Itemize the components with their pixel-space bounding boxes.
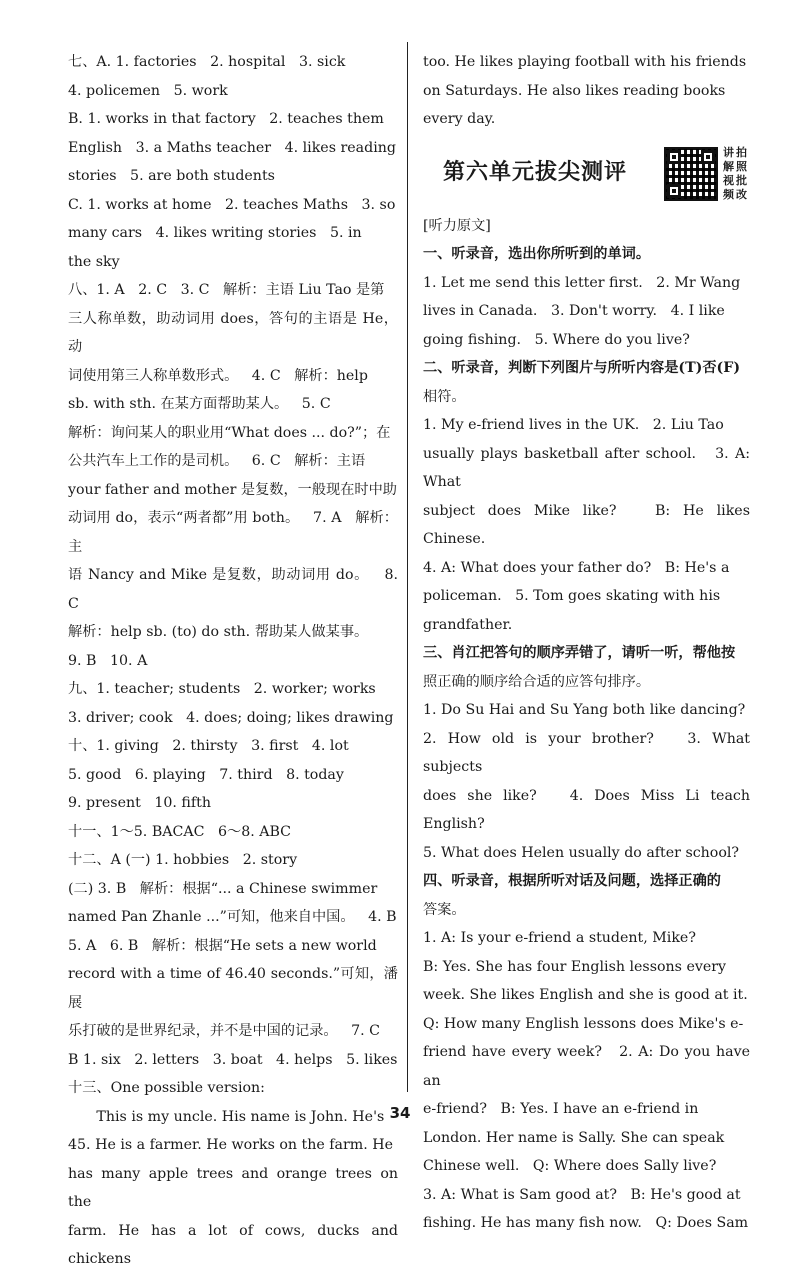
text-line: named Pan Zhanle ...”可知，他来自中国。 4. B: [68, 909, 397, 925]
qr-label: 讲 拍 解 照 视 批 频 改: [723, 145, 747, 201]
text-line: many cars 4. likes writing stories 5. in: [68, 225, 362, 241]
text-line: 动词用 do，表示“两者都”用 both。 7. A 解析：主: [68, 510, 398, 555]
text-line: too. He likes playing football with his friends: [423, 54, 747, 70]
text-line: 乐打破的是世界纪录，并不是中国的记录。 7. C: [68, 1023, 380, 1039]
qr-code-icon[interactable]: [664, 147, 718, 201]
text-line: 2. How old is your brother? 3. What subjects: [423, 730, 755, 775]
text-line: 一、听录音，选出你所听到的单词。: [423, 246, 651, 262]
text-line: 三、肖江把答句的顺序弄错了，请听一听，帮他按: [423, 645, 736, 661]
text-line: grandfather.: [423, 616, 513, 633]
text-line: 1. Let me send this letter first. 2. Mr Wang: [423, 274, 741, 291]
text-line: usually plays basketball after school. 3. A: What: [423, 445, 755, 490]
text-line: every day.: [423, 111, 496, 127]
text-line: week. She likes English and she is good at it.: [423, 987, 748, 1003]
text-line: 9. present 10. fifth: [68, 795, 211, 811]
text-line: sb. with sth. 在某方面帮助某人。 5. C: [68, 396, 331, 412]
text-line: 照正确的顺序给合适的应答句排序。: [423, 673, 651, 690]
text-line: C. 1. works at home 2. teaches Maths 3. so: [68, 196, 396, 213]
text-line: 5. good 6. playing 7. third 8. today: [68, 766, 344, 783]
text-line: 词使用第三人称单数形式。 4. C 解析：help: [68, 367, 368, 384]
text-line: the sky: [68, 253, 120, 270]
text-line: 5. A 6. B 解析：根据“He sets a new world: [68, 937, 377, 954]
text-line: fishing. He has many fish now. Q: Does Sam: [423, 1215, 749, 1231]
text-line: English 3. a Maths teacher 4. likes reading: [68, 139, 396, 156]
right-column: [423, 48, 755, 1238]
text-line: e-friend? B: Yes. I have an e-friend in: [423, 1101, 699, 1117]
text-line: going fishing. 5. Where do you live?: [423, 331, 690, 348]
text-line: 十、1. giving 2. thirsty 3. first 4. lot: [68, 738, 349, 754]
text-line: friend have every week? 2. A: Do you have an: [423, 1044, 755, 1089]
text-line: stories 5. are both students: [68, 168, 275, 184]
text-line: 相符。: [423, 388, 466, 405]
text-line: 语 Nancy and Mike 是复数，助动词用 do。 8. C: [68, 567, 403, 612]
section-header: [423, 142, 750, 206]
text-line: London. Her name is Sally. She can speak: [423, 1129, 725, 1146]
text-line: your father and mother 是复数，一般现在时中助: [68, 481, 397, 498]
text-line: 解析：询问某人的职业用“What does ... do?”；在: [68, 424, 391, 441]
text-line: 9. B 10. A: [68, 652, 148, 669]
page-number: 34: [389, 1104, 411, 1122]
text-line: 3. A: What is Sam good at? B: He's good at: [423, 1186, 741, 1203]
text-line: B 1. six 2. letters 3. boat 4. helps 5. likes: [68, 1051, 398, 1068]
text-line: has many apple trees and orange trees on the: [68, 1165, 403, 1210]
text-line: 四、听录音，根据所听对话及问题，选择正确的: [423, 873, 721, 889]
text-line: 八、1. A 2. C 3. C 解析：主语 Liu Tao 是第: [68, 282, 385, 298]
text-line: 七、A. 1. factories 2. hospital 3. sick: [68, 54, 346, 70]
text-line: 1. My e-friend lives in the UK. 2. Liu Tao: [423, 417, 724, 433]
text-line: 1. Do Su Hai and Su Yang both like dancing?: [423, 702, 746, 718]
text-line: This is my uncle. His name is John. He's: [96, 1108, 385, 1125]
column-divider: [407, 42, 408, 1092]
text-line: 3. driver; cook 4. does; doing; likes drawing: [68, 709, 394, 726]
text-line: 公共汽车上工作的是司机。 6. C 解析：主语: [68, 453, 366, 469]
section-title: 第六单元拔尖测评: [443, 160, 628, 186]
text-line: does she like? 4. Does Miss Li teach English?: [423, 787, 755, 832]
text-line: record with a time of 46.40 seconds.”可知，潘展: [68, 966, 398, 1011]
text-line: 4. policemen 5. work: [68, 82, 228, 99]
text-line: Chinese well. Q: Where does Sally live?: [423, 1158, 717, 1174]
text-line: (二) 3. B 解析：根据“... a Chinese swimmer: [68, 880, 378, 897]
text-line: 解析：help sb. (to) do sth. 帮助某人做某事。: [68, 624, 369, 640]
text-line: 十三、One possible version:: [68, 1080, 265, 1096]
text-line: 十一、1～5. BACAC 6～8. ABC: [68, 823, 292, 840]
text-line: 1. A: Is your e-friend a student, Mike?: [423, 930, 696, 946]
text-line: farm. He has a lot of cows, ducks and chickens: [68, 1222, 403, 1267]
text-line: lives in Canada. 3. Don't worry. 4. I like: [423, 303, 725, 319]
text-line: 三人称单数，助动词用 does，答句的主语是 He，动: [68, 310, 398, 355]
text-line: 答案。: [423, 901, 466, 918]
text-line: 十二、A (一) 1. hobbies 2. story: [68, 852, 298, 868]
text-line: subject does Mike like? B: He likes Chinese.: [423, 502, 755, 547]
text-line: 九、1. teacher; students 2. worker; works: [68, 681, 376, 697]
text-line: 二、听录音，判断下列图片与所听内容是(T)否(F): [423, 360, 741, 376]
text-line: [听力原文]: [423, 217, 491, 234]
text-line: 45. He is a farmer. He works on the farm. He: [68, 1137, 394, 1153]
text-line: policeman. 5. Tom goes skating with his: [423, 588, 721, 604]
qr-block[interactable]: [664, 146, 748, 202]
text-line: B. 1. works in that factory 2. teaches them: [68, 111, 384, 127]
text-line: 4. A: What does your father do? B: He's a: [423, 559, 730, 576]
text-line: B: Yes. She has four English lessons every: [423, 958, 727, 975]
text-line: on Saturdays. He also likes reading books: [423, 82, 726, 99]
text-line: Q: How many English lessons does Mike's e-: [423, 1015, 744, 1032]
text-line: 5. What does Helen usually do after school?: [423, 844, 740, 861]
